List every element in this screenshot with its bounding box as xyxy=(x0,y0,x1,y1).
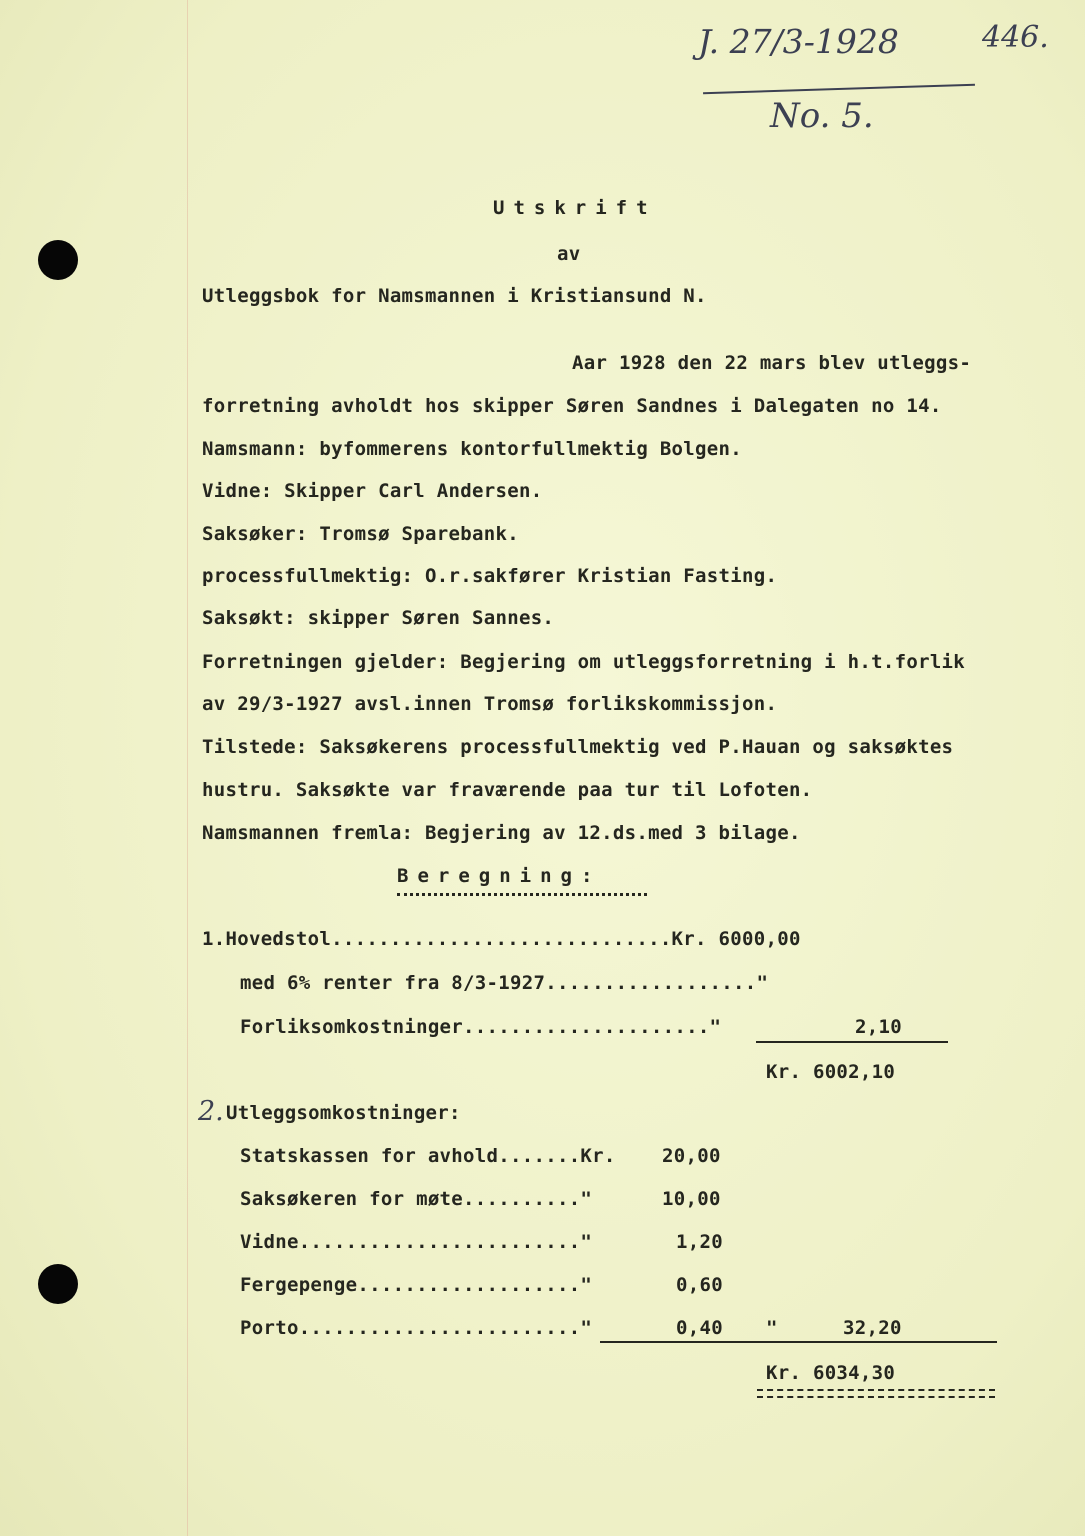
document-subtitle: Utleggsbok for Namsmannen i Kristiansund N. xyxy=(202,285,707,307)
body-line: Aar 1928 den 22 mars blev utleggs- xyxy=(572,352,972,374)
body-line: Namsmannen fremla: Begjering av 12.ds.med 3 bilage. xyxy=(202,822,801,844)
subtotal-rule xyxy=(756,1041,948,1043)
body-line: Namsmann: byfommerens kontorfullmektig Bolgen. xyxy=(202,438,742,460)
expenses-total-quote: " xyxy=(766,1317,778,1339)
body-line: forretning avholdt hos skipper Søren Sandnes i Dalegaten no 14. xyxy=(202,395,942,417)
expense-label: Porto........................" xyxy=(240,1317,593,1339)
expense-label: Fergepenge..................." xyxy=(240,1274,593,1296)
body-line: Vidne: Skipper Carl Andersen. xyxy=(202,480,543,502)
body-line: Saksøkt: skipper Søren Sannes. xyxy=(202,607,555,629)
document-heading: Utskrift xyxy=(493,197,657,219)
calc-line-label: Forliksomkostninger....................." xyxy=(240,1016,722,1038)
subtotal: Kr. 6002,10 xyxy=(766,1061,896,1083)
grand-total-double-underline xyxy=(757,1389,995,1398)
expense-amount: 0,40 xyxy=(676,1317,723,1339)
section-heading: Utleggsomkostninger: xyxy=(226,1102,461,1124)
body-line: av 29/3-1927 avsl.innen Tromsø forlikskommissjon. xyxy=(202,693,778,715)
expense-label: Statskassen for avhold.......Kr. xyxy=(240,1145,616,1167)
calc-line-amount: 2,10 xyxy=(855,1016,902,1038)
handwritten-date: J. 27/3-1928 xyxy=(698,22,899,61)
calc-line: med 6% renter fra 8/3-1927.................." xyxy=(240,972,769,994)
body-line: processfullmektig: O.r.sakfører Kristian Fasting. xyxy=(202,565,778,587)
expense-label: Vidne........................" xyxy=(240,1231,593,1253)
expenses-total: 32,20 xyxy=(843,1317,902,1339)
body-line: Forretningen gjelder: Begjering om utleggsforretning i h.t.forlik xyxy=(202,651,966,673)
expense-amount: 20,00 xyxy=(662,1145,721,1167)
calculation-heading: Beregning: xyxy=(397,865,602,887)
heading-dotted-underline xyxy=(397,893,647,896)
expense-amount: 1,20 xyxy=(676,1231,723,1253)
body-line: hustru. Saksøkte var fraværende paa tur til Lofoten. xyxy=(202,779,813,801)
body-line: Tilstede: Saksøkerens processfullmektig ved P.Hauan og saksøktes xyxy=(202,736,954,758)
handwritten-section-number: 2. xyxy=(198,1096,224,1127)
handwritten-document-number: No. 5. xyxy=(770,96,874,136)
handwritten-underline xyxy=(703,84,975,95)
calc-line: 1.Hovedstol.............................Kr. 6000,00 xyxy=(202,928,801,950)
total-rule xyxy=(600,1341,997,1343)
handwritten-page-number: 446. xyxy=(982,20,1049,55)
punch-hole xyxy=(38,240,78,280)
expense-label: Saksøkeren for møte.........." xyxy=(240,1188,593,1210)
grand-total: Kr. 6034,30 xyxy=(766,1362,896,1384)
expense-amount: 0,60 xyxy=(676,1274,723,1296)
heading-connector: av xyxy=(557,243,581,265)
margin-line xyxy=(187,0,188,1536)
expense-amount: 10,00 xyxy=(662,1188,721,1210)
body-line: Saksøker: Tromsø Sparebank. xyxy=(202,523,519,545)
punch-hole xyxy=(38,1264,78,1304)
